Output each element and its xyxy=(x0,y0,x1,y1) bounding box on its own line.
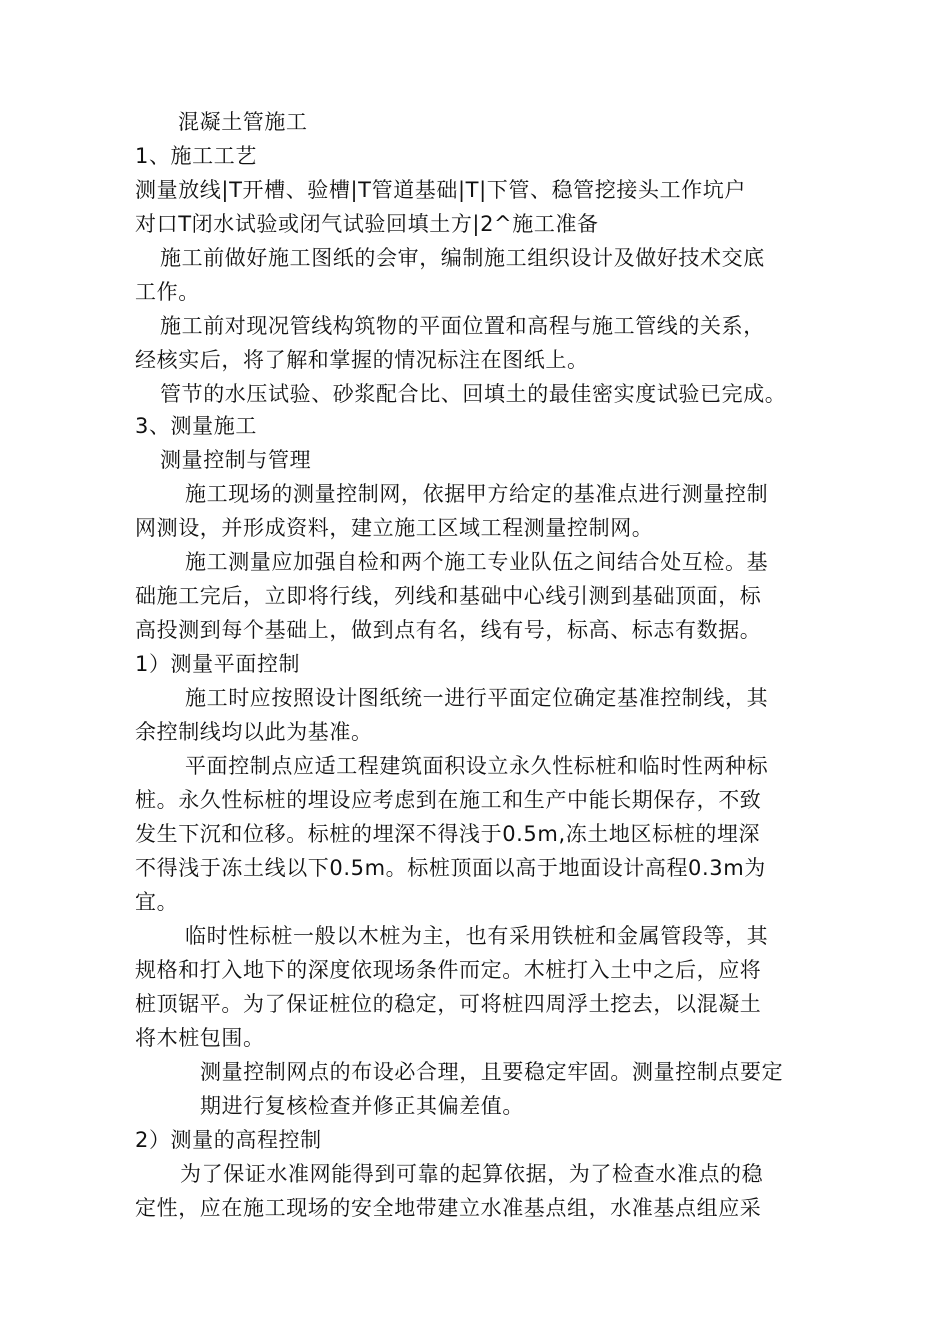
heading-plane-control: 1）测量平面控制 xyxy=(135,652,301,676)
paragraph-line: 施工前对现况管线构筑物的平面位置和高程与施工管线的关系， xyxy=(160,314,765,338)
paragraph-line: 网测设，并形成资料，建立施工区域工程测量控制网。 xyxy=(135,516,654,540)
paragraph-line: 施工现场的测量控制网，依据甲方给定的基准点进行测量控制 xyxy=(185,482,769,506)
paragraph-line: 将木桩包围。 xyxy=(135,1026,265,1050)
paragraph-line: 施工时应按照设计图纸统一进行平面定位确定基准控制线，其 xyxy=(185,686,769,710)
paragraph-line: 宜。 xyxy=(135,890,179,914)
heading-survey-construction: 3、测量施工 xyxy=(135,414,257,438)
paragraph-line: 发生下沉和位移。标桩的埋深不得浅于0.5m,冻土地区标桩的埋深 xyxy=(135,822,761,846)
heading-elevation-control: 2）测量的高程控制 xyxy=(135,1128,322,1152)
section-title: 混凝土管施工 xyxy=(178,110,308,134)
paragraph-line: 临时性标桩一般以木桩为主，也有采用铁桩和金属管段等，其 xyxy=(185,924,769,948)
paragraph-line: 管节的水压试验、砂浆配合比、回填土的最佳密实度试验已完成。 xyxy=(160,382,787,406)
paragraph-line: 高投测到每个基础上，做到点有名，线有号，标高、标志有数据。 xyxy=(135,618,762,642)
paragraph-line: 不得浅于冻土线以下0.5m。标桩顶面以高于地面设计高程0.3m为 xyxy=(135,856,766,880)
paragraph-line: 工作。 xyxy=(135,280,200,304)
paragraph-line: 经核实后，将了解和掌握的情况标注在图纸上。 xyxy=(135,348,589,372)
subheading-survey-control: 测量控制与管理 xyxy=(160,448,312,472)
paragraph-line: 桩顶锯平。为了保证桩位的稳定，可将桩四周浮土挖去，以混凝土 xyxy=(135,992,762,1016)
paragraph-line: 测量控制网点的布设必合理，且要稳定牢固。测量控制点要定 xyxy=(200,1060,784,1084)
paragraph-line: 测量放线|T开槽、验槽|T管道基础|T|下管、稳管挖接头工作坑户 xyxy=(135,178,746,202)
paragraph-line: 对口T闭水试验或闭气试验回填土方|2^施工准备 xyxy=(135,212,599,236)
paragraph-line: 施工测量应加强自检和两个施工专业队伍之间结合处互检。基 xyxy=(185,550,769,574)
paragraph-line: 余控制线均以此为基准。 xyxy=(135,720,373,744)
paragraph-line: 平面控制点应适工程建筑面积设立永久性标桩和临时性两种标 xyxy=(185,754,769,778)
paragraph-line: 为了保证水准网能得到可靠的起算依据，为了检查水准点的稳 xyxy=(180,1162,764,1186)
paragraph-line: 规格和打入地下的深度依现场条件而定。木桩打入土中之后，应将 xyxy=(135,958,762,982)
heading-construction-process: 1、施工工艺 xyxy=(135,144,257,168)
paragraph-line: 施工前做好施工图纸的会审，编制施工组织设计及做好技术交底 xyxy=(160,246,765,270)
paragraph-line: 期进行复核检查并修正其偏差值。 xyxy=(200,1094,524,1118)
paragraph-line: 础施工完后，立即将行线，列线和基础中心线引测到基础顶面，标 xyxy=(135,584,762,608)
paragraph-line: 桩。永久性标桩的埋设应考虑到在施工和生产中能长期保存，不致 xyxy=(135,788,762,812)
paragraph-line: 定性，应在施工现场的安全地带建立水准基点组，水准基点组应采 xyxy=(135,1196,762,1220)
